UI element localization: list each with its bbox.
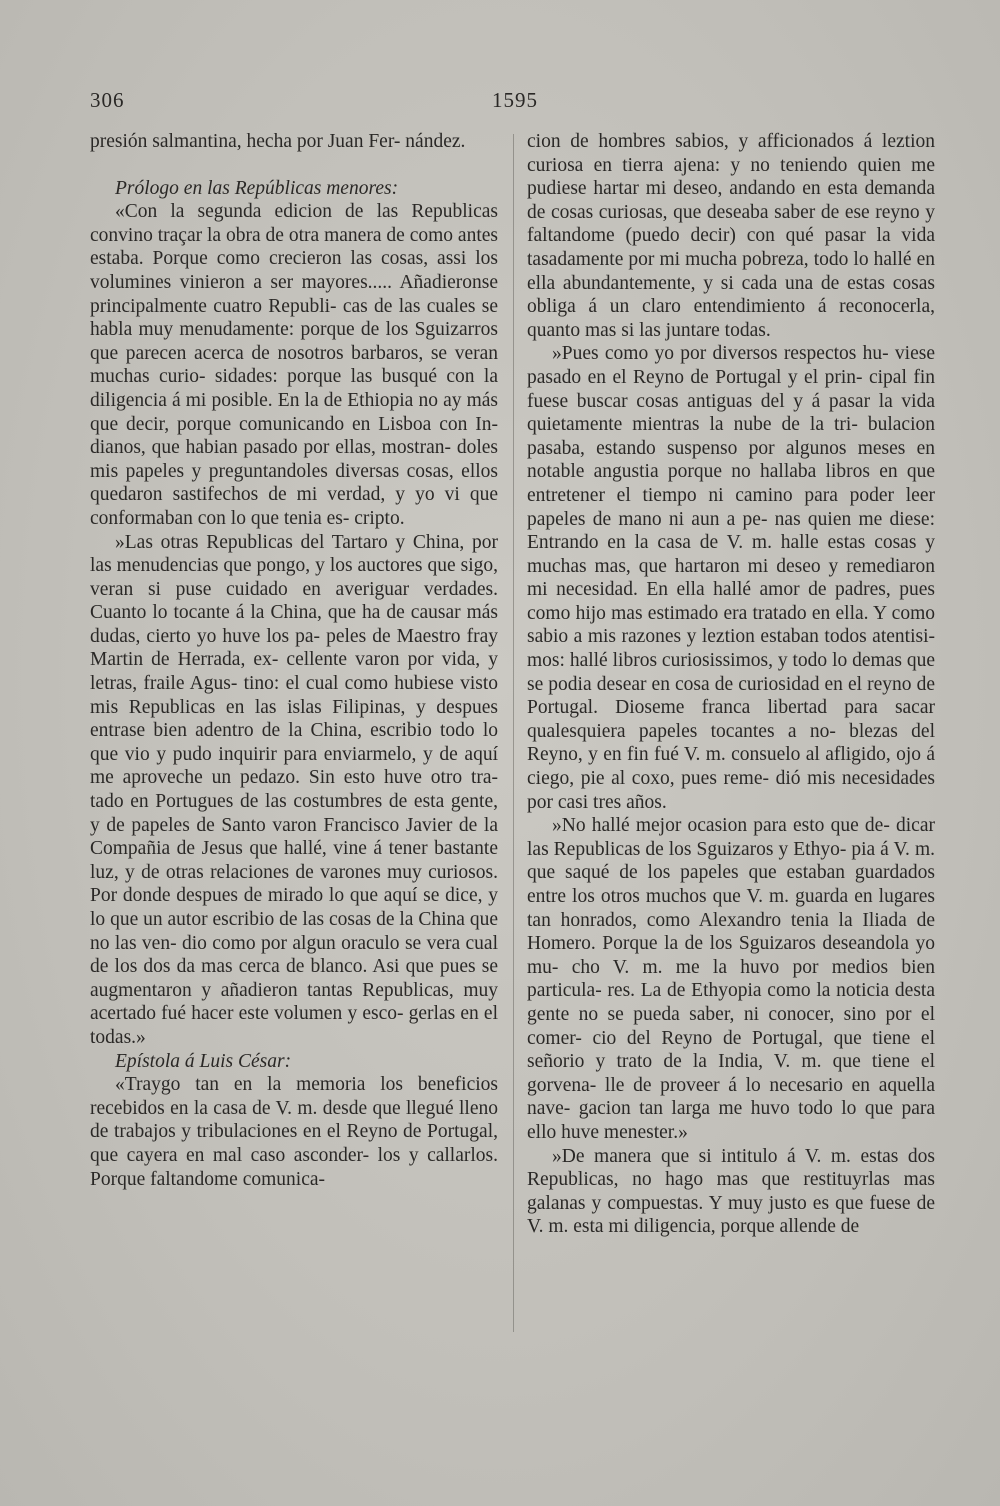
paragraph: «Con la segunda edicion de las Republicas convino traçar la obra de otra manera de como antes estaba. Porque como crecieron las cosas, assi los volumines vinieron a ser mayores..... Añadieronse principalmente cuatro Republi- cas de las cuales se habla muy menudamente: porque de los Sguizarros que parecen acerca de nosotros barbaros, se veran muchas curio- sidades: porque las busqué con la diligencia á mi posible. En la de Ethiopia no ay más que decir, porque comunicando en Lisboa con In- dianos, que habian pasado por ellas, mostran- doles mis papeles y preguntandoles diversas cosas, ellos quedaron sastifechos de mi verdad, y yo vi que conformaban con lo que tenia es- cripto. [90, 201, 498, 529]
column-divider [513, 134, 514, 1332]
running-head [90, 88, 940, 118]
running-head-year: 1595 [492, 88, 538, 112]
right-column [527, 130, 935, 1239]
paragraph: »De manera que si intitulo á V. m. estas dos Republicas, no hago mas que restituyrlas mas galanas y compuestas. Y muy justo es que fuese de V. m. esta mi diligencia, porque allende de [527, 1145, 935, 1238]
paragraph: »Las otras Republicas del Tartaro y China, por las menudencias que pongo, y los auctores que sigo, veran si puse cuidado en averiguar verdades. Cuanto lo tocante á la China, que ha de causar más dudas, cierto yo huve los pa- peles de Maestro fray Martin de Herrada, ex- cellente varon por vida, y letras, fraile Agus- tino: el cual como hubiese visto mis Republicas en las islas Filipinas, y despues entrase bien adentro de la China, escribio todo lo que vio y pudo inquirir para enviarmelo, y de aquí me aproveche un pedazo. Sin esto huve otro tra- tado en Portugues de las costumbres de esta gente, y de papeles de Santo varon Francisco Javier de la Compañia de Jesus que hallé, vine á tener bastante luz, y de otras relaciones de varones muy curiosos. Por donde despues de mirado lo que aquí se dice, y lo que un autor escribio de las cosas de la China que no las ven- dio como por algun oraculo se vera cual de los dos da mas cerca de blanco. Asi que pues se augmentaron y añadieron tantas Republicas, muy acertado fué hacer este volumen y esco- gerlas en el todas.» [90, 531, 498, 1048]
paragraph: cion de hombres sabios, y afficionados á leztion curiosa en tierra ajena: y no teniendo quien me pudiese hartar mi deseo, andando en esta demanda de cosas curiosas, que deseaba saber de ese reyno y faltandome (puedo decir) con qué pasar la vida tasadamente por mi mucha pobreza, todo lo hallé en ella abundantemente, y si cada una de estas cosas obliga á un claro entendimiento á reconocerla, quanto mas si las juntare todas. [527, 131, 935, 341]
page-number: 306 [90, 88, 125, 112]
paragraph: »Pues como yo por diversos respectos hu- viese pasado en el Reyno de Portugal y el prin- cipal fin fuese buscar cosas antiguas del y á pasar la vida quietamente mientras la nube de la tri- bulacion pasaba, estando suspenso por algunos meses en notable angustia porque no hallaba libros en que entretener el tiempo ni camino para poder leer papeles de mano ni aun a pe- nas quien me diese: Entrando en la casa de V. m. halle estas cosas y muchas mas, que hartaron mi deseo y remediaron mi necesidad. En ella hallé amor de padres, pues como hijo mas estimado era tratado en ella. Y como sabio a mis razones y leztion estaban todos atentisi- mos: hallé libros curiosissimos, y todo lo demas que se podia desear en cosa de curiosidad en el reyno de Portugal. Dioseme franca libertad para sacar qualesquiera papeles tocantes a no- blezas del Reyno, y en fin fué V. m. consuelo al afligido, ojo á ciego, pie al coxo, pues reme- dió mis necesidades por casi tres años. [527, 343, 935, 813]
section-heading-epistola: Epístola á Luis César: [115, 1050, 292, 1072]
paragraph: presión salmantina, hecha por Juan Fer- nández. [90, 131, 466, 152]
left-column [90, 130, 498, 1191]
paragraph: «Traygo tan en la memoria los beneficios recebidos en la casa de V. m. desde que llegué lleno de trabajos y tribulaciones en el Reyno de Portugal, que cayera en mal caso asconder- los y callarlos. Porque faltandome comunica- [90, 1074, 498, 1190]
section-heading-prologo: Prólogo en las Repúblicas menores: [115, 177, 399, 199]
paragraph: »No hallé mejor ocasion para esto que de- dicar las Republicas de los Sguizaros y Ethyo- pia á V. m. que saqué de los papeles que estaban guardados entre los otros muchos que V. m. guarda en lugares tan honrados, como Alexandro tenia la Iliada de Homero. Porque la de los Sguizaros deseandola yo mu- cho V. m. me la huvo por medios bien particula- res. La de Ethyopia como la noticia desta gente no se pueda saber, ni conocer, sino por el comer- cio del Reyno de Portugal, que tiene el señorio y trato de la India, V. m. que tiene el gorvena- lle de proveer á lo necesario en aquella nave- gacion tan larga me huvo todo lo que para ello huve menester.» [527, 815, 935, 1143]
